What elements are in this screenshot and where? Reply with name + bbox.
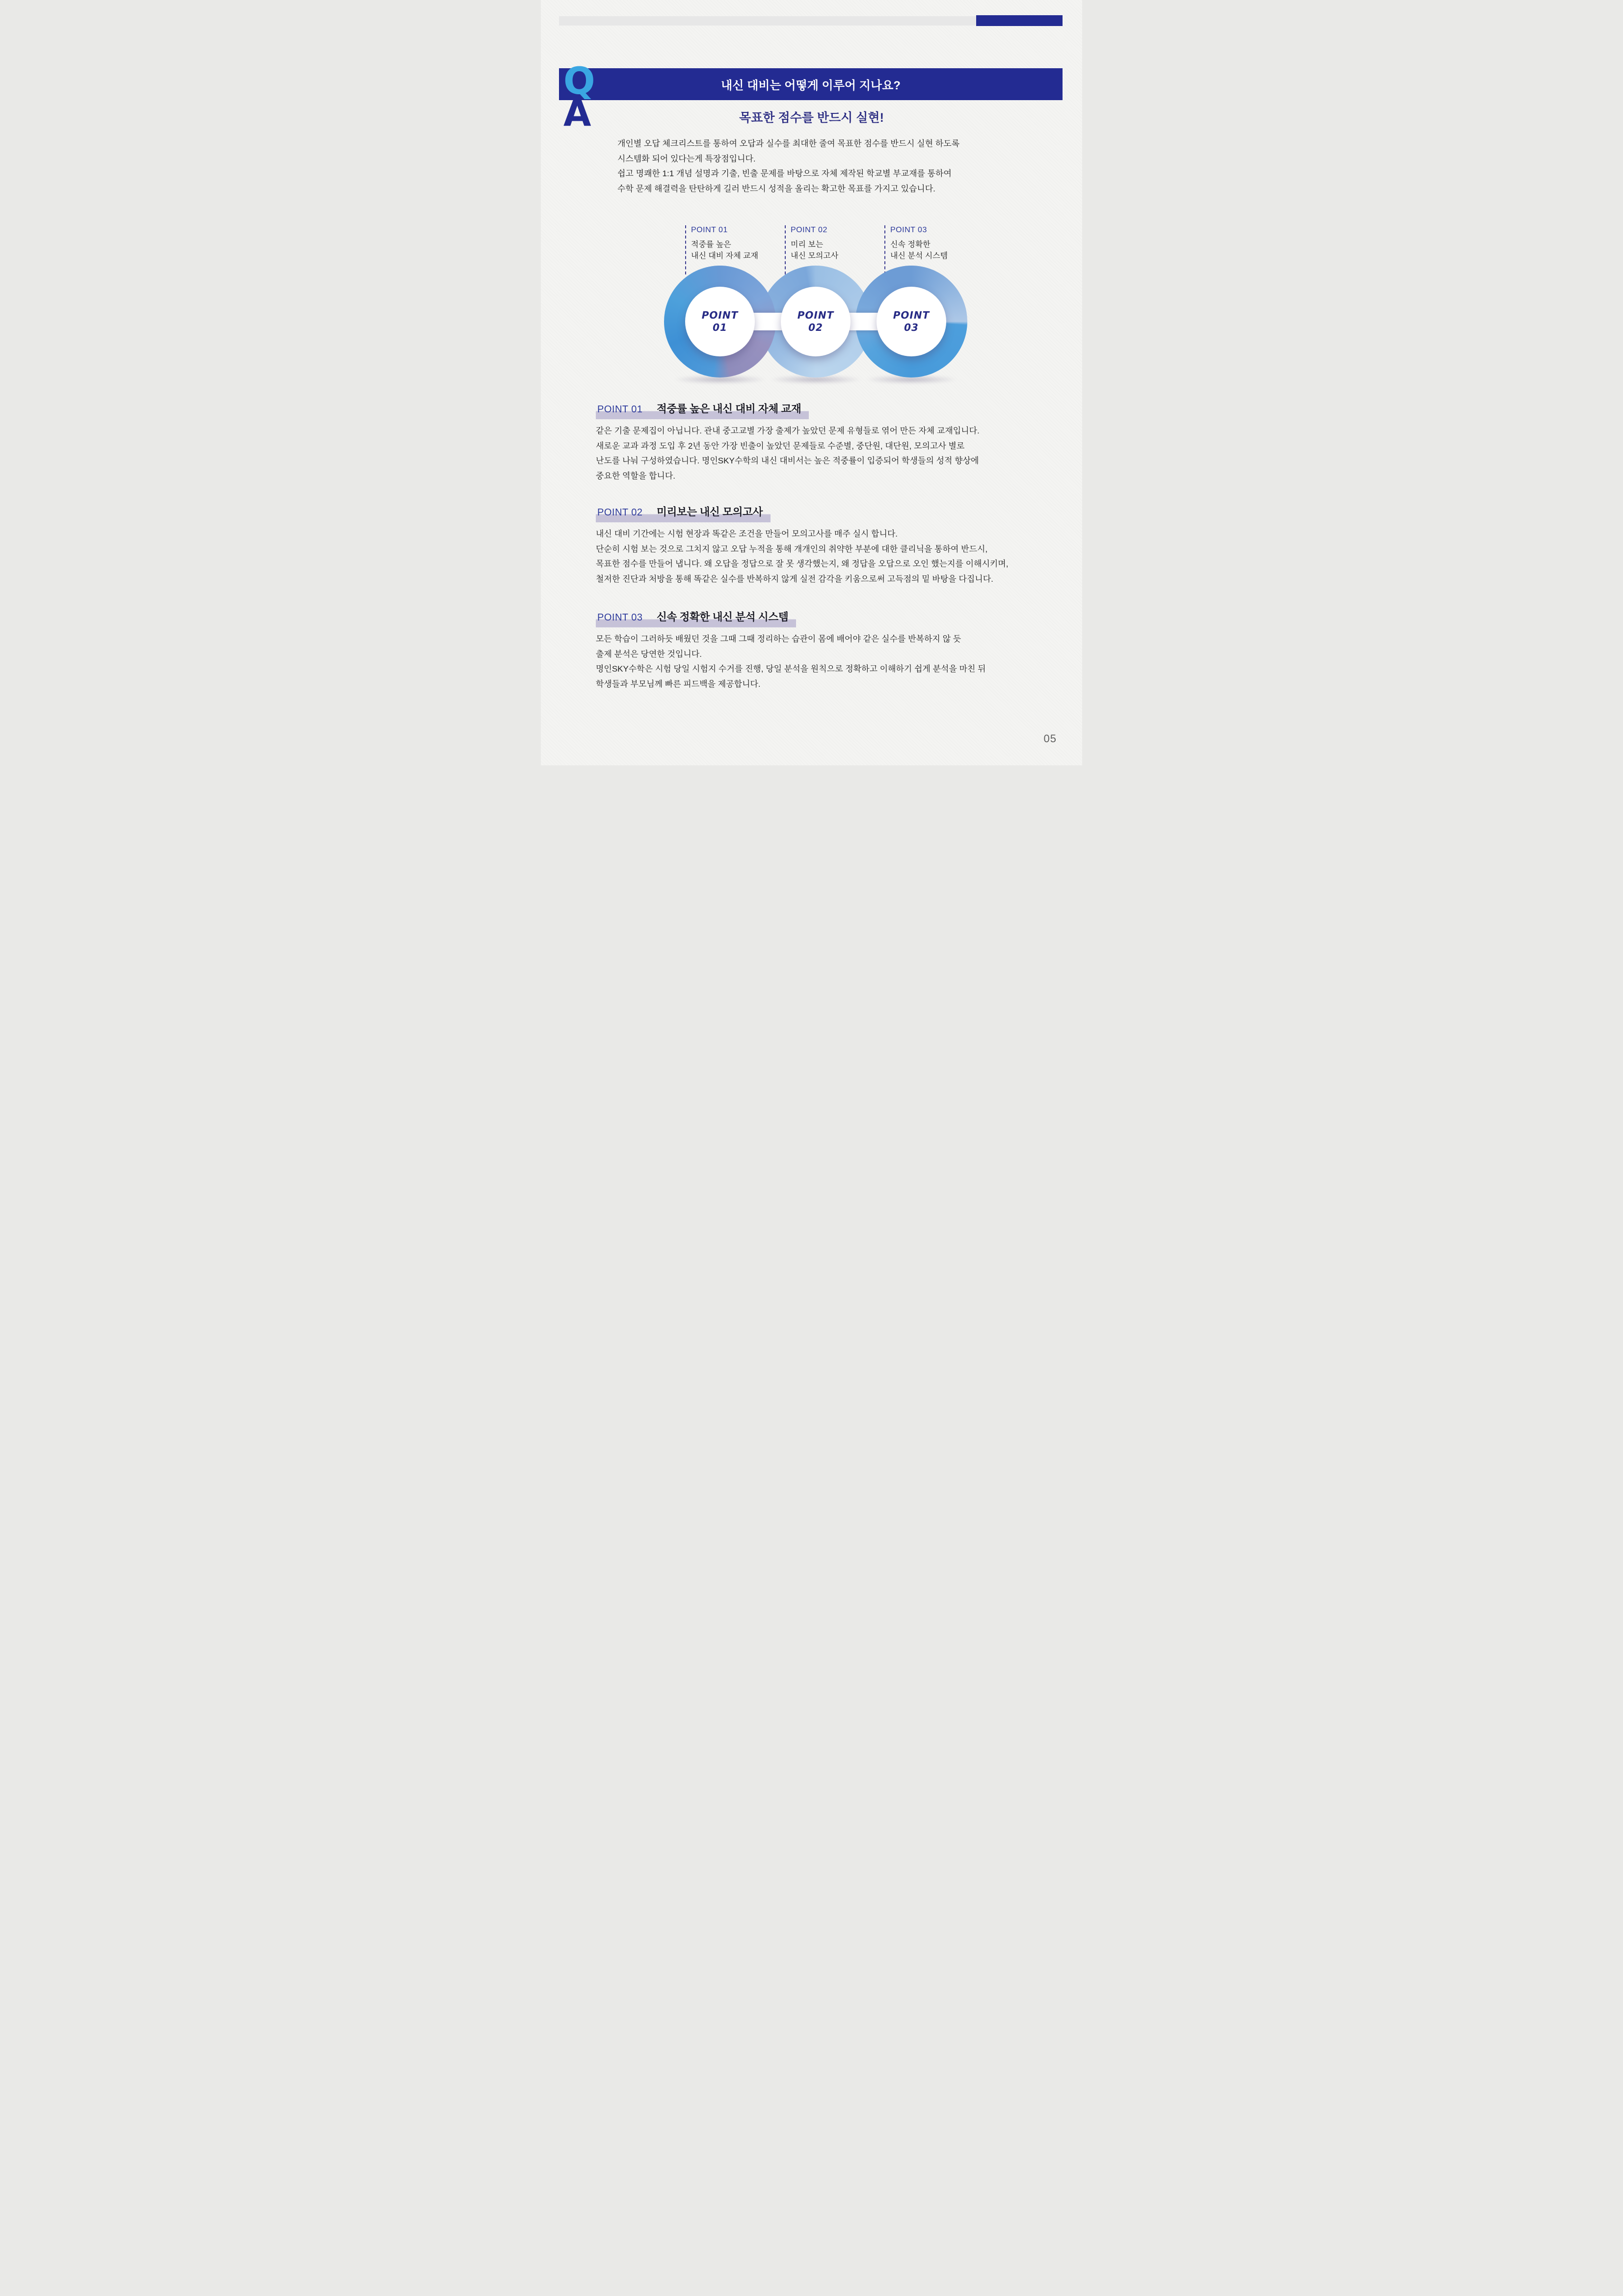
circle-line: POINT [893,309,930,321]
section-title: 적중률 높은 내신 대비 자체 교재 [657,403,801,415]
circle-line: 03 [904,322,919,333]
section-label: POINT 01 [597,404,643,415]
circle-line: 01 [713,322,727,333]
section-body [596,632,986,692]
intro-line: 수학 문제 해결력을 탄탄하게 길러 반드시 성적을 올리는 확고한 목표를 가지고 있습니다. [617,184,935,193]
circle-text [798,309,834,334]
top-divider-gray [559,16,976,26]
question-title: 내신 대비는 어떻게 이루어 지나요? [721,79,901,92]
intro-line: 개인별 오답 체크리스트를 통하여 오답과 실수를 최대한 줄여 목표한 점수를 반드시 실현 하도록 [617,139,960,148]
diagram-label-point-03 [884,225,948,262]
section-heading-highlight [596,609,796,627]
q-letter: Q [563,59,595,103]
section-heading-highlight [596,401,809,419]
section-line: 내신 대비 기간에는 시험 현장과 똑같은 조건을 만들어 모의고사를 매주 실시 합니다. [596,529,898,539]
diagram-label-desc: 내신 모의고사 [791,252,839,260]
section-title: 신속 정확한 내신 분석 시스템 [657,611,789,623]
section-heading [596,504,1008,522]
section-line: 난도를 나눠 구성하였습니다. 명인SKY수학의 내신 대비서는 높은 적중률이 입증되어 학생들의 성적 향상에 [596,456,979,465]
section-heading [596,401,980,419]
diagram-label-desc: 적중률 높은 [691,241,731,249]
section-point-03 [596,609,986,692]
diagram-label-point-02 [785,225,838,262]
diagram-label-title: POINT 03 [890,226,927,234]
section-line: 모든 학습이 그러하듯 배웠던 것을 그때 그때 정리하는 습관이 몸에 배어야 같은 실수를 반복하지 않 듯 [596,634,961,644]
section-line: 철저한 진단과 처방을 통해 똑같은 실수를 반복하지 않게 실전 감각을 키움으로써 고득점의 밑 바탕을 다집니다. [596,574,993,584]
section-line: 새로운 교과 과정 도입 후 2년 동안 가장 빈출이 높았던 문제들로 수준별, 중단원, 대단원, 모의고사 별로 [596,441,965,451]
section-line: 중요한 역할을 합니다. [596,471,675,481]
circle-text [893,309,930,334]
question-banner [559,68,1063,100]
a-letter: A [563,93,591,135]
diagram-label-desc: 내신 대비 자체 교재 [691,252,758,260]
section-line: 같은 기출 문제집이 아닙니다. 관내 중고교별 가장 출제가 높았던 문제 유형들로 엮어 만든 자체 교재입니다. [596,426,980,435]
intro-paragraph [617,136,959,196]
section-line: 출제 분석은 당연한 것입니다. [596,649,702,659]
intro-line: 쉽고 명쾌한 1:1 개념 설명과 기출, 빈출 문제를 바탕으로 자체 제작된 학교별 부교재를 통하여 [617,169,952,178]
circle-text [702,309,738,334]
document-page [541,0,1082,765]
section-line: 목표한 점수를 만들어 냅니다. 왜 오답을 정답으로 잘 못 생각했는지, 왜 정답을 오답으로 오인 했는지를 이해시키며, [596,559,1009,568]
section-heading [596,609,986,627]
section-line: 명인SKY수학은 시험 당일 시험지 수거를 진행, 당일 분석을 원칙으로 정확하고 이해하기 쉽게 분석을 마친 뒤 [596,664,986,674]
diagram-label-title: POINT 02 [791,226,827,234]
section-heading-highlight [596,504,771,522]
circle-point-03 [877,287,946,356]
circle-line: 02 [808,322,823,333]
section-point-02 [596,504,1008,587]
diagram-label-desc: 미리 보는 [791,241,824,249]
section-label: POINT 03 [597,612,643,623]
section-line: 학생들과 부모님께 빠른 피드백을 제공합니다. [596,679,761,689]
circle-line: POINT [701,309,739,321]
intro-line: 시스템화 되어 있다는게 특장점입니다. [617,154,756,163]
circle-line: POINT [797,309,834,321]
section-label: POINT 02 [597,507,643,518]
diagram-label-desc: 신속 정확한 [890,241,931,249]
section-line: 단순히 시험 보는 것으로 그치지 않고 오답 누적을 통해 개개인의 취약한 부분에 대한 클리닉을 통하여 반드시, [596,544,988,554]
section-point-01 [596,401,980,484]
answer-headline: 목표한 점수를 반드시 실현! [739,111,884,125]
page-number: 05 [1043,732,1057,745]
diagram-label-point-01 [685,225,758,262]
circle-point-02 [781,287,851,356]
section-body [596,424,980,484]
top-divider-accent [976,15,1063,26]
diagram-label-desc: 내신 분석 시스템 [890,252,948,260]
circle-point-01 [685,287,755,356]
section-body [596,527,1008,587]
section-title: 미리보는 내신 모의고사 [657,506,763,518]
diagram-label-title: POINT 01 [691,226,728,234]
